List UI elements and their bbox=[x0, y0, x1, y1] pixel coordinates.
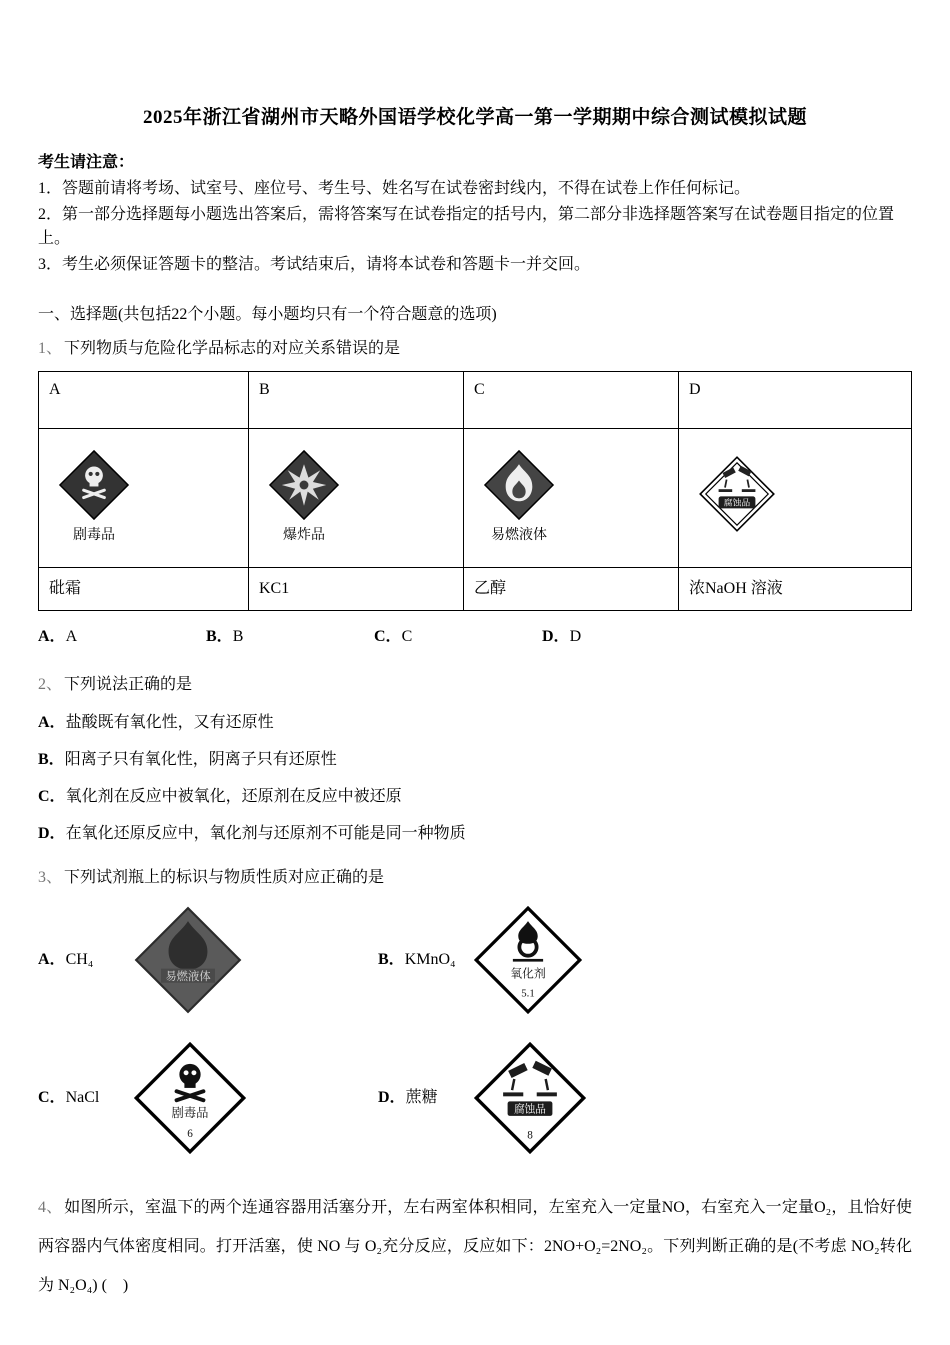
flammable-liquid-sign-icon bbox=[134, 906, 242, 1014]
answer-option-b bbox=[206, 625, 374, 649]
substance-name: NaCl bbox=[65, 1088, 100, 1106]
question-number: 3、 bbox=[38, 868, 63, 886]
question-number: 1、 bbox=[38, 339, 63, 357]
page-title: 2025年浙江省湖州市天略外国语学校化学高一第一学期期中综合测试模拟试题 bbox=[142, 107, 807, 128]
option-label bbox=[38, 1086, 116, 1110]
option-label bbox=[38, 948, 116, 972]
q3-option-a bbox=[38, 906, 378, 1014]
notice-item: 2．第一部分选择题每小题选出答案后，需将答案写在试卷指定的括号内，第二部分非选择题答案写在试卷题目指定的位置上。 bbox=[38, 205, 895, 247]
sign-number: 6 bbox=[187, 1127, 193, 1140]
sign-label: 腐蚀品 bbox=[723, 497, 751, 508]
sign-number: 8 bbox=[527, 1128, 533, 1141]
sign-cell-b bbox=[249, 428, 464, 567]
column-header: D bbox=[679, 371, 912, 428]
column-header: B bbox=[249, 371, 464, 428]
substance-cell: 乙醇 bbox=[464, 567, 679, 610]
option-key: C． bbox=[38, 1088, 66, 1106]
option-key: B． bbox=[38, 750, 65, 768]
substance-name: CH₄ bbox=[65, 950, 94, 968]
corrosive-sign-icon bbox=[474, 1042, 586, 1154]
flame-diamond-icon bbox=[482, 448, 556, 522]
skull-diamond-icon bbox=[57, 448, 131, 522]
sign-cell-c bbox=[464, 428, 679, 567]
answer-option-a bbox=[38, 625, 206, 649]
sign-wrap bbox=[697, 454, 777, 534]
question-3-grid bbox=[38, 906, 912, 1154]
sign-wrap bbox=[267, 448, 341, 546]
option-d bbox=[38, 822, 912, 846]
q3-row-1 bbox=[38, 906, 912, 1014]
sign-label: 剧毒品 bbox=[171, 1105, 209, 1120]
option-value: A bbox=[65, 627, 78, 645]
question-3-stem bbox=[38, 866, 912, 890]
q3-option-b bbox=[378, 906, 718, 1014]
sign-label: 腐蚀品 bbox=[514, 1104, 546, 1116]
question-1-stem bbox=[38, 337, 912, 361]
notice-item: 3．考生必须保证答题卡的整洁。考试结束后，请将本试卷和答题卡一并交回。 bbox=[38, 255, 591, 273]
question-1 bbox=[38, 337, 912, 649]
option-key: C． bbox=[38, 787, 66, 805]
option-key: A． bbox=[38, 713, 66, 731]
toxic-sign-icon bbox=[134, 1042, 246, 1154]
sign-label: 剧毒品 bbox=[73, 528, 115, 543]
option-text: 盐酸既有氧化性，又有还原性 bbox=[65, 713, 274, 731]
option-key: D． bbox=[542, 627, 570, 645]
answer-option-c bbox=[374, 625, 542, 649]
column-header: C bbox=[464, 371, 679, 428]
option-a bbox=[38, 711, 912, 735]
substance-name: 蔗糖 bbox=[405, 1088, 438, 1106]
table-header-row bbox=[39, 371, 912, 428]
option-key: B． bbox=[378, 950, 405, 968]
substance-cell: KC1 bbox=[249, 567, 464, 610]
option-key: D． bbox=[378, 1088, 406, 1106]
sign-label: 易燃液体 bbox=[165, 970, 211, 983]
option-value: C bbox=[401, 627, 413, 645]
question-number: 2、 bbox=[38, 675, 63, 693]
question-number: 4、 bbox=[38, 1198, 63, 1216]
question-2 bbox=[38, 673, 912, 846]
sign-wrap bbox=[57, 448, 131, 546]
option-key: D． bbox=[38, 824, 66, 842]
option-text: 氧化剂在反应中被氧化，还原剂在反应中被还原 bbox=[65, 787, 402, 805]
option-key: C． bbox=[374, 627, 402, 645]
question-stem-text: 下列物质与危险化学品标志的对应关系错误的是 bbox=[64, 339, 401, 357]
column-header: A bbox=[39, 371, 249, 428]
sign-label: 爆炸品 bbox=[283, 528, 325, 543]
explosion-diamond-icon bbox=[267, 448, 341, 522]
corrosive-diamond-icon bbox=[697, 454, 777, 534]
sign-label: 氧化剂 bbox=[510, 965, 546, 980]
question-stem-text: 下列说法正确的是 bbox=[64, 675, 193, 693]
question-stem-text: 如图所示，室温下的两个连通容器用活塞分开，左右两室体积相同，左室充入一定量NO，右室充入一定量O₂，且恰好使两容器内气体密度相同。打开活塞，使 NO 与 O₂充分反应，反应如下：2NO+O₂=2NO₂。下列判断正确的是(不考虑 NO₂转化为 N₂O₄) ( ) bbox=[38, 1198, 912, 1294]
option-text: 在氧化还原反应中，氧化剂与还原剂不可能是同一种物质 bbox=[65, 824, 466, 842]
option-value: B bbox=[232, 627, 244, 645]
substance-cell: 浓NaOH 溶液 bbox=[679, 567, 912, 610]
substance-name: KMnO₄ bbox=[404, 950, 456, 968]
option-key: B． bbox=[206, 627, 233, 645]
q3-option-d bbox=[378, 1042, 718, 1154]
hazard-signs-table bbox=[38, 371, 912, 611]
question-1-answer-row bbox=[38, 625, 912, 649]
sign-cell-d bbox=[679, 428, 912, 567]
sign-label: 易燃液体 bbox=[491, 528, 547, 543]
option-text: 阳离子只有氧化性，阴离子只有还原性 bbox=[64, 750, 337, 768]
question-2-stem bbox=[38, 673, 912, 697]
sign-cell-a bbox=[39, 428, 249, 567]
notice-heading: 考生请注意： bbox=[38, 153, 135, 171]
substance-cell: 砒霜 bbox=[39, 567, 249, 610]
question-stem-text: 下列试剂瓶上的标识与物质性质对应正确的是 bbox=[64, 868, 385, 886]
option-key: A． bbox=[38, 950, 66, 968]
sign-number: 5.1 bbox=[521, 987, 535, 1000]
question-4 bbox=[38, 1188, 912, 1306]
notice-item: 1．答题前请将考场、试室号、座位号、考生号、姓名写在试卷密封线内，不得在试卷上作任何标记。 bbox=[38, 179, 751, 197]
table-sign-row bbox=[39, 428, 912, 567]
option-value: D bbox=[569, 627, 582, 645]
notice-block bbox=[38, 151, 912, 277]
option-label bbox=[378, 1086, 456, 1110]
option-key: A． bbox=[38, 627, 66, 645]
q3-row-2 bbox=[38, 1042, 912, 1154]
oxidizer-sign-icon bbox=[474, 906, 582, 1014]
section-heading: 一、选择题(共包括22个小题。每小题均只有一个符合题意的选项) bbox=[38, 305, 497, 323]
answer-option-d bbox=[542, 625, 710, 649]
option-b bbox=[38, 748, 912, 772]
q3-option-c bbox=[38, 1042, 378, 1154]
table-substance-row bbox=[39, 567, 912, 610]
option-c bbox=[38, 785, 912, 809]
sign-wrap bbox=[482, 448, 556, 546]
option-label bbox=[378, 948, 456, 972]
question-3 bbox=[38, 866, 912, 1154]
